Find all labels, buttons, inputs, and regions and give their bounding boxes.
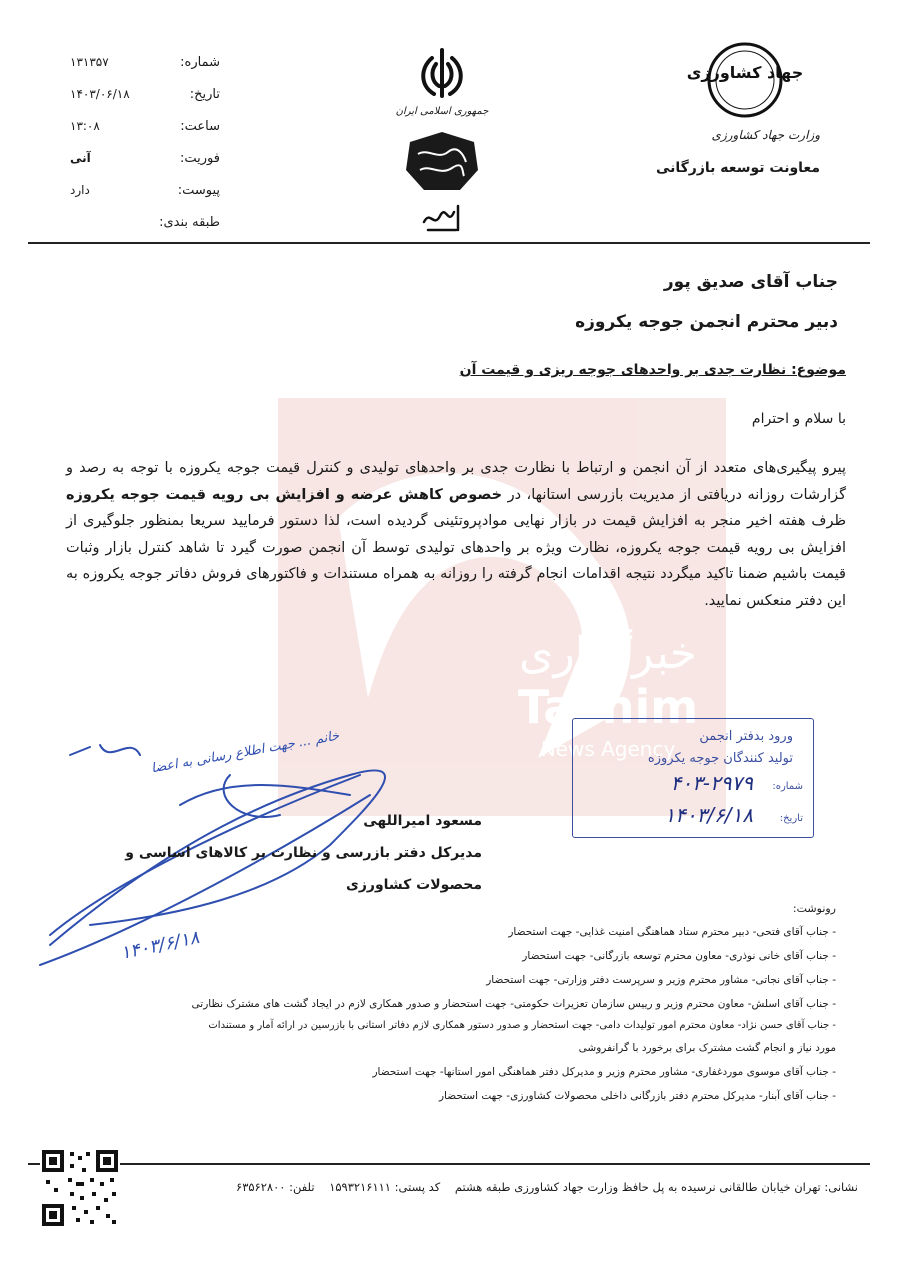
logo-text: جهاد کشاورزی [686, 63, 804, 82]
meta-number-value: ۱۳۱۳۵۷ [70, 55, 109, 69]
copy-item-continuation: مورد نیاز و انجام گشت مشترک برای برخورد با گرانفروشی [578, 1042, 836, 1054]
meta-urgency-value: آنی [70, 151, 91, 165]
calligraphy-seal-icon [404, 130, 480, 194]
stamp-date: ۱۴۰۳/۶/۱۸ [664, 803, 753, 827]
handwritten-date: ۱۴۰۳/۶/۱۸ [118, 926, 202, 965]
body-part-2: ظرف هفته اخیر منجر به افزایش قیمت در بازار نهایی موادپروتئینی گردیده است، لذا دستور فرمایید سریعا بمنظور جلوگیری از افزایش بی رویه قیمت جوجه یکروزه، نظارت ویژه بر واحدهای تولیدی توسط آن انجمن صورت گیرد تا شاهد کنترل بازار وثبات قیمت باشیم ضمنا تاکید میگردد نتیجه اقدامات انجام گرفته را روزانه به همراه مستندات و فاکتورهای فروش دفاتر جوجه یکروزه به این دفتر منعکس نمایید. [66, 513, 846, 609]
ministry-name: وزارت جهاد کشاورزی [711, 128, 820, 142]
letter-greeting: با سلام و احترام [751, 411, 846, 427]
footer-phone-label: تلفن: [289, 1180, 315, 1194]
meta-number [70, 55, 220, 70]
copy-item: - جناب آقای فتحی- دبیر محترم ستاد هماهنگی امنیت غذایی- جهت استحضار [508, 926, 836, 938]
footer-contact [236, 1180, 858, 1194]
meta-date-value: ۱۴۰۳/۰۶/۱۸ [70, 87, 130, 101]
body-part-1: پیرو پیگیری‌های متعدد از آن انجمن و ارتباط با نظارت جدی بر واحدهای تولیدی و کنترل قیمت جوجه یکروزه با توجه به رصد و گزارشات روزانه دریافتی از مدیریت بازرسی استانها، در [66, 460, 846, 503]
meta-time-value: ۱۳:۰۸ [70, 119, 100, 133]
reception-stamp [572, 718, 814, 838]
stamp-line-1: ورود بدفتر انجمن [699, 729, 793, 744]
copy-item: - جناب آقای آبنار- مدیرکل محترم دفتر بازرگانی داخلی محصولات کشاورزی- جهت استحضار [438, 1090, 836, 1102]
stamp-line-2: تولید کنندگان جوجه یکروزه [647, 751, 793, 766]
footer-postal-label: کد پستی: [394, 1180, 441, 1194]
footer-address: نشانی: تهران خیابان طالقانی نرسیده به پل حافظ وزارت جهاد کشاورزی طبقه هشتم [454, 1180, 858, 1194]
meta-date-label: تاریخ: [189, 87, 220, 102]
meta-number-label: شماره: [180, 55, 220, 70]
watermark-fa: خبرگزاری [519, 628, 697, 679]
footer-phone: ۶۳۵۶۲۸۰۰ [236, 1180, 286, 1194]
meta-attachment-label: پیوست: [177, 183, 220, 198]
footer-divider [28, 1163, 870, 1165]
meta-attachment-value: دارد [70, 183, 90, 197]
body-bold-1: خصوص کاهش عرضه و افزایش بی رویه قیمت جوجه یکروزه [66, 486, 503, 503]
copy-item: - جناب آقای موسوی مورد‌غفاری- مشاور محترم وزیر و مدیرکل دفتر هماهنگی امور استانها- جهت استحضار [372, 1066, 836, 1078]
letter-subject: موضوع: نظارت جدی بر واحدهای جوجه ریزی و قیمت آن [459, 362, 846, 378]
stamp-number: ۴۰۳-۲۹۷۹ [670, 771, 753, 795]
watermark-en: Tasnim [517, 680, 699, 734]
meta-date [70, 87, 220, 102]
copy-item: - جناب آقای اسلش- معاون محترم وزیر و رییس سازمان تعزیرات حکومتی- جهت استحضار و صدور همکاری لازم در ایجاد گشت های مشترک نظارتی [191, 998, 836, 1010]
signer-title-2: محصولات کشاورزی [346, 877, 482, 893]
signer-title-1: مدیرکل دفتر بازرسی و نظارت بر کالاهای اساسی و [125, 845, 482, 861]
header-divider [28, 242, 870, 244]
watermark-sub: News Agency [540, 737, 676, 761]
meta-urgency [70, 151, 220, 166]
copy-item: - جناب آقای حسن نژاد- معاون محترم امور تولیدات دامی- جهت استحضار و صدور دستور همکاری لازم دفاتر استانی با بازرسین در ارائه آمار و مستندات [208, 1020, 836, 1031]
calligraphy-slogan-icon [420, 200, 464, 236]
qr-code-icon [40, 1148, 120, 1228]
emblem-caption: جمهوری اسلامی ایران [395, 106, 489, 117]
department-name: معاونت توسعه بازرگانی [655, 160, 820, 176]
handwritten-note: خانم ... جهت اطلاع رسانی به اعضا [150, 728, 341, 777]
stamp-date-label: تاریخ: [779, 813, 803, 824]
jahad-keshavarzi-logo-icon [686, 40, 804, 120]
meta-time-label: ساعت: [180, 119, 220, 134]
copy-item: - جناب آقای خانی نوذری- معاون محترم توسعه بازرگانی- جهت استحضار [522, 950, 836, 962]
meta-time [70, 119, 220, 134]
copy-item: - جناب آقای نجاتی- مشاور محترم وزیر و سرپرست دفتر وزارتی- جهت استحضار [486, 974, 836, 986]
meta-classification [70, 215, 220, 230]
stamp-number-label: شماره: [772, 781, 803, 792]
recipient-title: دبیر محترم انجمن جوجه یکروزه [575, 312, 838, 332]
signer-name: مسعود امیراللهی [363, 813, 482, 829]
footer-postal: ۱۵۹۳۲۱۶۱۱۱ [329, 1180, 391, 1194]
meta-attachment [70, 183, 220, 198]
recipient-name: جناب آقای صدیق پور [663, 272, 838, 292]
meta-urgency-label: فوریت: [180, 151, 220, 166]
copies-title: رونوشت: [792, 902, 836, 915]
iran-emblem-icon [412, 44, 472, 104]
meta-classification-label: طبقه بندی: [159, 215, 220, 230]
letter-body [66, 455, 846, 614]
